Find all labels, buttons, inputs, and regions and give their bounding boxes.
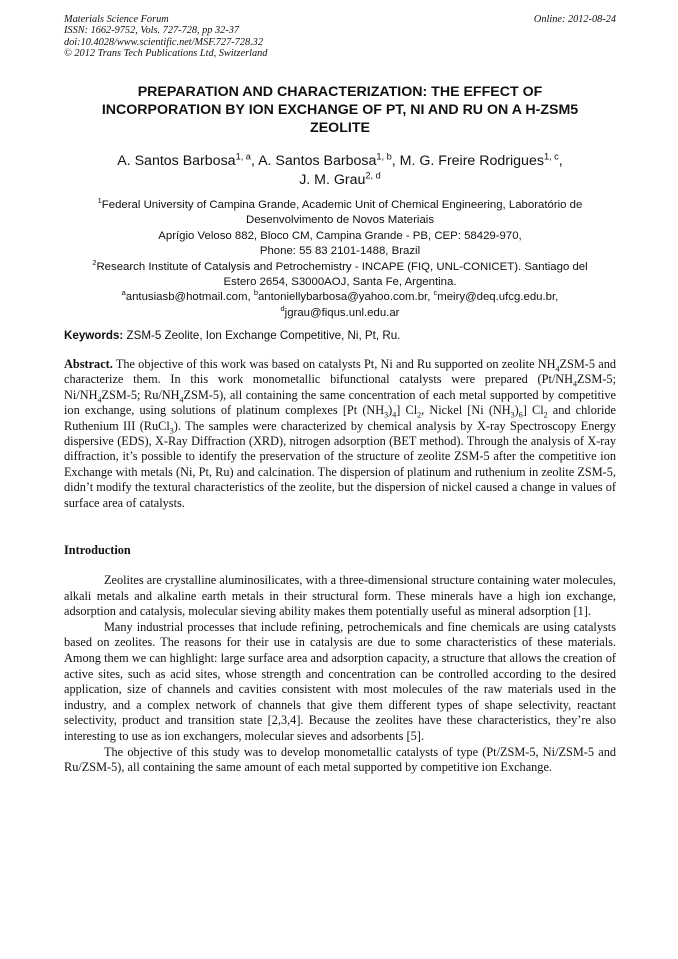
intro-paragraph-1: Zeolites are crystalline aluminosilicates, with a three-dimensional structure containing water molecules, alkali metals and alkaline earth metals in their structural form. These minerals have a high ion exchange, adsorption and catalysis, molecular sieving ability makes them potentially useful as mineral adsorption [1].: [64, 573, 616, 619]
author-list: [64, 152, 616, 190]
affiliation-1-sup: 1: [97, 196, 102, 206]
title-line-2: INCORPORATION BY ION EXCHANGE OF PT, NI AND RU ON A H-ZSM5: [101, 102, 579, 118]
author-line-1: A. Santos Barbosa$^{1, a}$, A. Santos Barbosa$^{1, b}$, M. G. Freire Rodrigues$^{1, c}$,: [117, 151, 563, 169]
abstract-sub: 3: [510, 410, 515, 420]
title-line-3: ZEOLITE: [310, 120, 370, 136]
introduction-body: [64, 573, 616, 776]
affiliation-1-text-1: Federal University of Campina Grande, Academic Unit of Chemical Engineering, Laboratório de: [101, 199, 583, 211]
abstract-text: ZSM-5; Ni/NH: [64, 372, 616, 402]
email-b: antoniellybarbosa@yahoo.com.br,: [257, 291, 434, 304]
author-1: A. Santos Barbosa: [117, 153, 236, 169]
affiliation-1-line-4: Phone: 55 83 2101-1488, Brazil: [259, 245, 421, 258]
abstract-sub: 2: [417, 410, 422, 420]
affiliation-1-line-3: Aprígio Veloso 882, Bloco CM, Campina Grande - PB, CEP: 58429-970,: [158, 229, 522, 242]
affiliations: [64, 198, 616, 321]
email-c: meiry@deq.ufcg.edu.br,: [437, 291, 559, 304]
abstract-text: ): [514, 403, 519, 418]
email-a-sup: a: [121, 288, 126, 298]
author-3: M. G. Freire Rodrigues: [399, 153, 544, 169]
journal-name: Materials Science Forum: [64, 14, 169, 25]
affiliation-2-text-1: Research Institute of Catalysis and Petrochemistry - INCAPE (FIQ, UNL-CONICET). Santiago del: [96, 260, 588, 273]
introduction-heading: Introduction: [64, 543, 131, 557]
email-d: jgrau@fiqus.unl.edu.ar: [284, 306, 400, 319]
author-1-sup: 1, a: [235, 151, 251, 162]
intro-paragraph-3: The objective of this study was to develop monometallic catalysts of type (Pt/ZSM-5, Ni/ZSM-5 and Ru/ZSM-5), all containing the same amount of each metal supported by competitive ion Exchange.: [64, 744, 616, 775]
abstract-text: ] Cl: [396, 403, 418, 418]
abstract-sub: 4: [97, 395, 102, 405]
intro-paragraph-2: Many industrial processes that include refining, petrochemicals and fine chemicals are using catalysts based on zeolites. The reasons for their use in catalysis are due to some characteristics of these materials. Among them we can highlight: large surface area and adsorption capacity, a structure that allows the creation of active sites, such as acid sites, whose strength and concentration can be controlled according to the desired application, size of channels and cavities consistent with most molecules of the raw materials used in the industry, and a complex network of channels that give them different types of shape selectivity, reactant selectivity, product and transition state [2,3,4]. Because the zeolites have these characteristics, they’re also interesting to use as ion exchangers, molecular sieves and adsorbents [5].: [64, 619, 616, 743]
author-2-sup: 1, b: [376, 151, 392, 162]
abstract-sub: 3: [169, 426, 174, 436]
issn-line: ISSN: 1662-9752, Vols. 727-728, pp 32-37: [64, 25, 240, 37]
author-2: A. Santos Barbosa: [258, 153, 377, 169]
paper-title: [64, 83, 616, 137]
abstract-text: , Nickel [Ni (NH: [421, 403, 511, 418]
copyright-line: © 2012 Trans Tech Publications Ltd, Switzerland: [64, 47, 268, 59]
abstract-sub: 4: [573, 379, 578, 389]
abstract-sub: 4: [555, 364, 560, 374]
online-date: Online: 2012-08-24: [533, 14, 616, 25]
abstract-label: Abstract.: [64, 357, 113, 371]
affiliation-1-line-1: [64, 198, 616, 213]
doi-line: doi:10.4028/www.scientific.net/MSF.727-728.32: [64, 36, 263, 48]
email-b-sup: b: [253, 288, 258, 298]
author-4-sup: 2, d: [365, 170, 381, 181]
email-d-sup: d: [280, 304, 285, 314]
abstract-text: ] Cl: [522, 403, 544, 418]
keywords: [64, 329, 616, 343]
abstract: [64, 357, 616, 511]
abstract-text: ). The samples were characterized by chemical analysis by X-ray Spectroscopy Energy dispersive (EDS), X-Ray Diffraction (XRD), nitrogen adsorption (BET method). Through the analysis of X-ray diffraction, it’s possible to identify the preservation of the structure of zeolite ZSM-5 after the competitive ion Exchange with metals (Ni, Pt, Ru) and calcination. The dispersion of platinum and ruthenium in zeolite ZSM-5, didn’t modify the textural characteristics of the zeolite, but the dispersion of nickel caused a change in values of surface area of catalysts.: [64, 418, 616, 510]
email-a: antusiasb@hotmail.com,: [125, 291, 254, 304]
author-line-2: [64, 171, 616, 190]
abstract-text: ): [388, 403, 393, 418]
email-c-sup: c: [433, 288, 438, 298]
abstract-text: The objective of this work was based on catalysts Pt, Ni and Ru supported on zeolite NH: [115, 357, 556, 371]
keywords-text: ZSM-5 Zeolite, Ion Exchange Competitive, Ni, Pt, Ru.: [126, 329, 401, 342]
affiliation-2-line-2: Estero 2654, S3000AOJ, Santa Fe, Argentina.: [223, 276, 457, 289]
email-line-2: [64, 306, 616, 321]
abstract-sub: 4: [179, 395, 184, 405]
abstract-sub: 6: [518, 410, 523, 420]
abstract-sub: 2: [543, 410, 548, 420]
title-line-1: PREPARATION AND CHARACTERIZATION: THE EFFECT OF: [137, 84, 543, 100]
author-4: J. M. Grau: [299, 172, 366, 188]
affiliation-2-sup: 2: [92, 257, 97, 267]
abstract-sub: 3: [384, 410, 389, 420]
abstract-text: and chloride Ruthenium III (RuCl: [64, 403, 616, 433]
keywords-label: Keywords:: [64, 329, 124, 342]
abstract-text: ZSM-5; Ru/NH: [101, 387, 180, 402]
affiliation-2-line-1: [64, 257, 616, 275]
email-line-1: [64, 290, 616, 305]
abstract-text: ZSM-5 and characterize them. In this work monometallic bifunctional catalysts were prepared (Pt/NH: [64, 357, 617, 387]
journal-header: [64, 14, 616, 59]
affiliation-1-line-2: Desenvolvimento de Novos Materiais: [245, 214, 435, 227]
abstract-sub: 4: [392, 410, 397, 420]
abstract-text: ZSM-5), all containing the same concentration of each metal supported by competitive ion exchange, using solutions of platinum complexes [Pt (NH: [64, 387, 617, 418]
author-3-sup: 1, c: [543, 151, 559, 162]
